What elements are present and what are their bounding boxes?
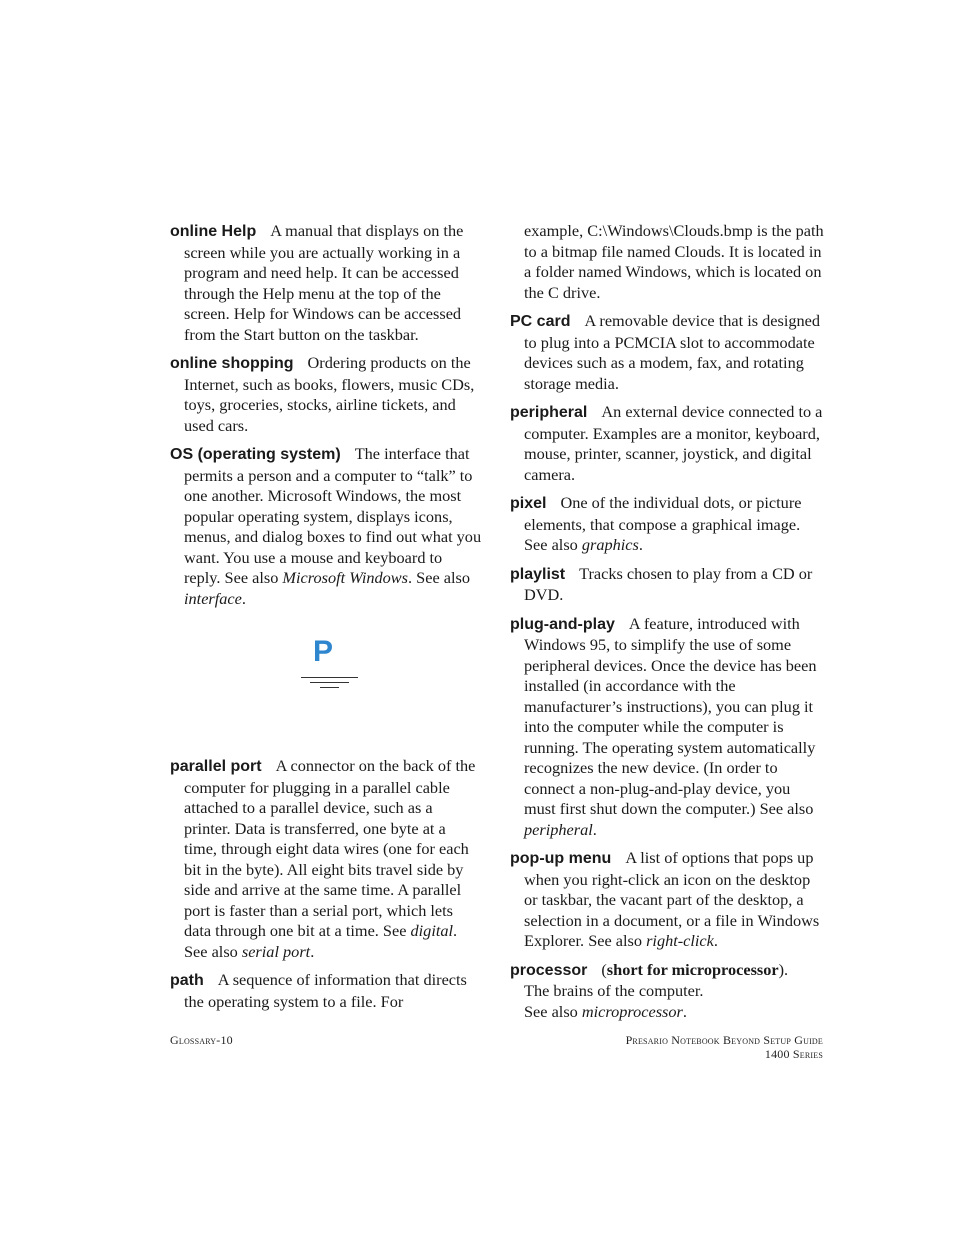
entry-plug-and-play [510, 614, 824, 841]
term-online-help: online Help [170, 223, 257, 240]
divider-rule [301, 677, 358, 678]
def-parallel-port: A connector on the back of the computer for plugging in a parallel cable attached to a parallel device, such as a printer. Data is transferred, one byte at a time, through eight data wires (one for each bit in the byte). All eight bits travel side by side and arrive at the same time. A parallel port is faster than a serial port, which lets data through one bit at a time. See [184, 756, 476, 940]
def-processor-end: . [682, 1001, 687, 1021]
divider-rule [320, 687, 339, 688]
def-processor-close: ). [778, 959, 789, 979]
term-pixel: pixel [510, 495, 547, 512]
def-online-help: A manual that displays on the screen while you are actually working in a program and need help. It can be accessed through the Help menu at the top of the screen. Help for Windows can be accessed from the Start button on the taskbar. [184, 221, 464, 344]
term-plug-and-play: plug-and-play [510, 615, 615, 633]
ref-right-click: right-click [646, 931, 714, 950]
term-os: OS (operating system) [170, 446, 341, 463]
entry-path [170, 970, 482, 1012]
entry-os [170, 444, 482, 609]
def-path-continued: example, C:\Windows\Clouds.bmp is the path to a bitmap file named Clouds. It is located in a folder named Windows, which is located on the C drive. [524, 221, 824, 302]
def-pixel-end: . [638, 535, 643, 554]
def-popup-menu: A list of options that pops up when you right-click an icon on the desktop or taskbar, the vacant part of the desktop, a selection in a document, or a file in Windows Explorer. See also [524, 848, 820, 950]
term-path: path [170, 972, 204, 989]
term-parallel-port: parallel port [170, 758, 262, 775]
section-letter: P [313, 635, 334, 668]
def-processor-open: ( [601, 959, 607, 979]
entry-online-shopping [170, 353, 482, 436]
def-online-shopping: Ordering products on the Internet, such as books, flowers, music CDs, toys, groceries, stocks, airline tickets, and used cars. [184, 353, 475, 435]
left-column [170, 221, 482, 1020]
ref-interface: interface [184, 588, 242, 608]
term-pc-card: PC card [510, 313, 571, 330]
ref-microprocessor: microprocessor [581, 1001, 683, 1021]
entry-playlist [510, 564, 824, 606]
def-os-mid: . See also [408, 568, 470, 587]
def-plug-and-play: A feature, introduced with Windows 95, to simplify the use of some peripheral devices. Once the device has been installed (in accordance with the manufacturer’s instructions), you can plug it into the computer while the computer is running. The operating system automatically recognizes the new device. (In order to connect a non-plug-and-play device, you must first shut down the computer.) See also [524, 613, 817, 818]
def-popup-end: . [713, 931, 718, 950]
def-pixel: One of the individual dots, or picture elements, that compose a graphical image. See also [524, 493, 802, 554]
ref-serial-port: serial port [241, 941, 311, 961]
ref-digital: digital [410, 921, 454, 940]
def-peripheral: An external device connected to a computer. Examples are a monitor, keyboard, mouse, printer, scanner, joystick, and digital camera. [524, 402, 823, 484]
ref-peripheral: peripheral [524, 819, 593, 839]
entry-pc-card [510, 311, 824, 394]
def-pc-card: A removable device that is designed to plug into a PCMCIA slot to accommodate devices such as a modem, fax, and rotating storage media. [524, 311, 821, 393]
ref-graphics: graphics [581, 535, 639, 554]
entry-popup-menu [510, 848, 824, 952]
entry-online-help [170, 221, 482, 345]
footer-guide-title: Presario Notebook Beyond Setup Guide [625, 1033, 823, 1047]
entry-path-continued [510, 221, 824, 303]
right-column [510, 221, 824, 1030]
entry-peripheral [510, 402, 824, 485]
def-os-end: . [241, 588, 246, 608]
def-parallel-mid: . See also [184, 921, 458, 961]
term-peripheral: peripheral [510, 404, 588, 421]
def-processor-line2: The brains of the computer. [524, 981, 704, 1000]
divider-rule [310, 682, 349, 683]
entry-processor [510, 960, 824, 1023]
ref-microsoft-windows: Microsoft Windows [282, 568, 409, 587]
term-playlist: playlist [510, 565, 566, 583]
def-playlist: Tracks chosen to play from a CD or DVD. [524, 563, 813, 604]
footer-series: 1400 Series [764, 1047, 823, 1061]
term-popup-menu: pop-up menu [510, 850, 612, 867]
def-processor-short: short for microprocessor [606, 959, 779, 979]
entry-parallel-port [170, 756, 482, 962]
footer-page-label: Glossary-10 [170, 1033, 233, 1047]
def-plug-end: . [592, 819, 597, 839]
footer-guide [626, 1033, 823, 1061]
def-parallel-end: . [310, 941, 315, 961]
term-online-shopping: online shopping [170, 355, 294, 372]
def-processor-see: See also [524, 1001, 582, 1021]
def-os: The interface that permits a person and a computer to “talk” to one another. Microsoft Windows, the most popular operating system, displays icons, menus, and dialog boxes to find out what you want. You use a mouse and keyboard to reply. See also [184, 444, 482, 587]
term-processor: processor [510, 961, 588, 979]
section-divider [170, 617, 482, 756]
entry-pixel [510, 493, 824, 556]
def-path: A sequence of information that directs the operating system to a file. For [184, 970, 467, 1011]
